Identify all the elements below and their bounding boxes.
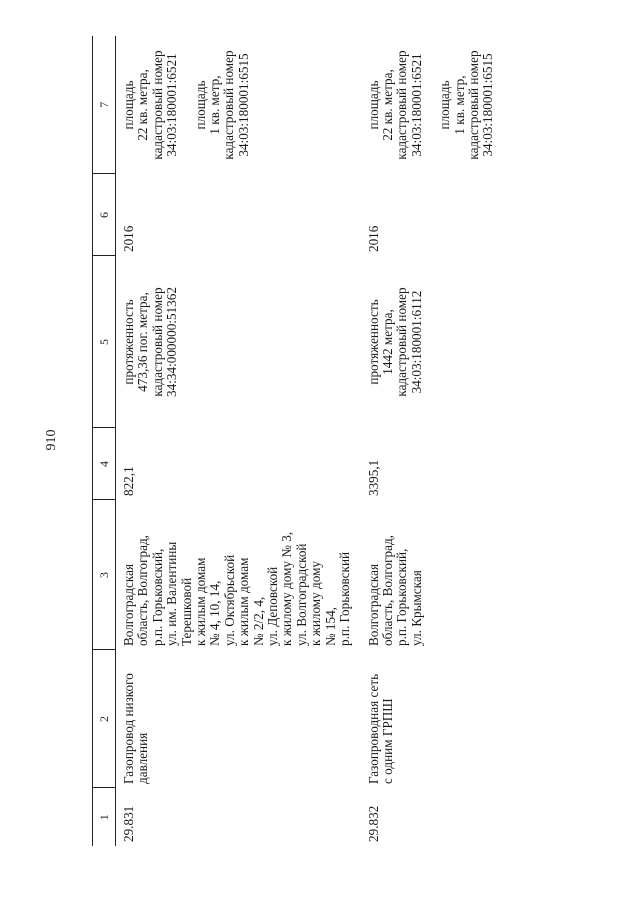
address-line: Волгоградская	[365, 563, 381, 646]
land-plot-line: кадастровый номер	[221, 50, 237, 160]
address-cell	[357, 500, 500, 650]
page-number: 910	[44, 429, 59, 451]
land-plot-line: 22 кв. метра,	[135, 69, 151, 141]
address-line: № 154,	[322, 607, 338, 646]
value-cell: 3395,1	[365, 459, 381, 496]
address-line: к жилым домам	[236, 557, 252, 646]
address-line: ул. им. Валентины	[164, 541, 180, 646]
value-cell: 822,1	[121, 466, 136, 496]
year-cell: 2016	[365, 225, 381, 252]
address-line: ул. Деповской	[265, 566, 281, 646]
header-cell: 5	[93, 256, 116, 428]
address-line: р.п. Горьковский	[337, 551, 353, 646]
land-plot-line: кадастровый номер	[149, 50, 165, 160]
property-table	[92, 36, 500, 846]
header-cell: 7	[93, 36, 116, 174]
header-cell: 2	[93, 650, 116, 788]
characteristic-line: 473,36 пог. метра,	[135, 292, 151, 392]
header-cell: 3	[93, 500, 116, 650]
land-plot-line: площадь	[192, 80, 208, 130]
characteristic-cell	[116, 256, 357, 428]
land-plot-line: 34:03:180001:6515	[235, 53, 251, 157]
object-name-cell	[357, 650, 500, 788]
address-line: р.п. Горьковский,	[394, 548, 410, 646]
land-plot-cell	[357, 36, 500, 174]
object-name-line: давления	[135, 732, 151, 784]
year-cell: 2016	[121, 225, 136, 252]
address-line: № 2/2, 4,	[250, 596, 266, 646]
header-cell: 6	[93, 174, 116, 256]
address-line: область, Волгоград,	[135, 535, 151, 646]
address-line: Терешковой	[178, 577, 194, 646]
address-line: р.п. Горьковский,	[149, 548, 165, 646]
table-row	[116, 36, 357, 846]
spacer	[180, 40, 194, 170]
land-plot-cell	[116, 36, 357, 174]
header-row	[93, 36, 116, 846]
spacer	[424, 40, 438, 170]
land-plot-line: кадастровый номер	[465, 50, 481, 160]
address-line: к жилому дому	[308, 560, 324, 646]
characteristic-line: 34:34:000000:51362	[164, 287, 180, 397]
land-plot-line: 34:03:180001:6521	[164, 53, 180, 157]
characteristic-line: 1442 метра,	[379, 309, 395, 375]
land-plot-line: площадь	[365, 80, 381, 130]
address-cell	[116, 500, 357, 650]
address-line: к жилым домам	[193, 557, 209, 646]
header-cell: 4	[93, 428, 116, 500]
characteristic-line: протяженность	[365, 299, 381, 385]
characteristic-line: протяженность	[121, 299, 136, 385]
land-plot-line: 22 кв. метра,	[379, 69, 395, 141]
characteristic-cell	[357, 256, 500, 428]
row-number-cell: 29.831	[121, 805, 136, 842]
address-line: ул. Крымская	[408, 570, 424, 646]
land-plot-line: 34:03:180001:6515	[480, 53, 496, 157]
land-plot-line: площадь	[121, 80, 136, 130]
header-cell: 1	[93, 788, 116, 846]
object-name-line: с одним ГРПШ	[379, 698, 395, 784]
land-plot-line: 1 кв. метр,	[451, 75, 467, 135]
object-name-cell	[116, 650, 357, 788]
address-line: ул. Волгоградской	[293, 543, 309, 646]
object-name-line: Газопровод низкого	[121, 673, 136, 784]
land-plot-line: 1 кв. метр,	[207, 75, 223, 135]
land-plot-line: кадастровый номер	[394, 50, 410, 160]
land-plot-line: площадь	[437, 80, 453, 130]
address-line: к жилому дому № 3,	[279, 531, 295, 646]
table-row	[357, 36, 500, 846]
address-line: Волгоградская	[121, 563, 136, 646]
address-line: № 4, 10, 14,	[207, 580, 223, 646]
address-line: ул. Октябрьской	[221, 554, 237, 646]
characteristic-line: кадастровый номер	[149, 287, 165, 397]
object-name-line: Газопроводная сеть	[365, 673, 381, 784]
land-plot-line: 34:03:180001:6521	[408, 53, 424, 157]
characteristic-line: 34:03:180001:6112	[408, 290, 424, 394]
characteristic-line: кадастровый номер	[394, 287, 410, 397]
row-number-cell: 29.832	[365, 805, 381, 842]
address-line: область, Волгоград,	[379, 535, 395, 646]
